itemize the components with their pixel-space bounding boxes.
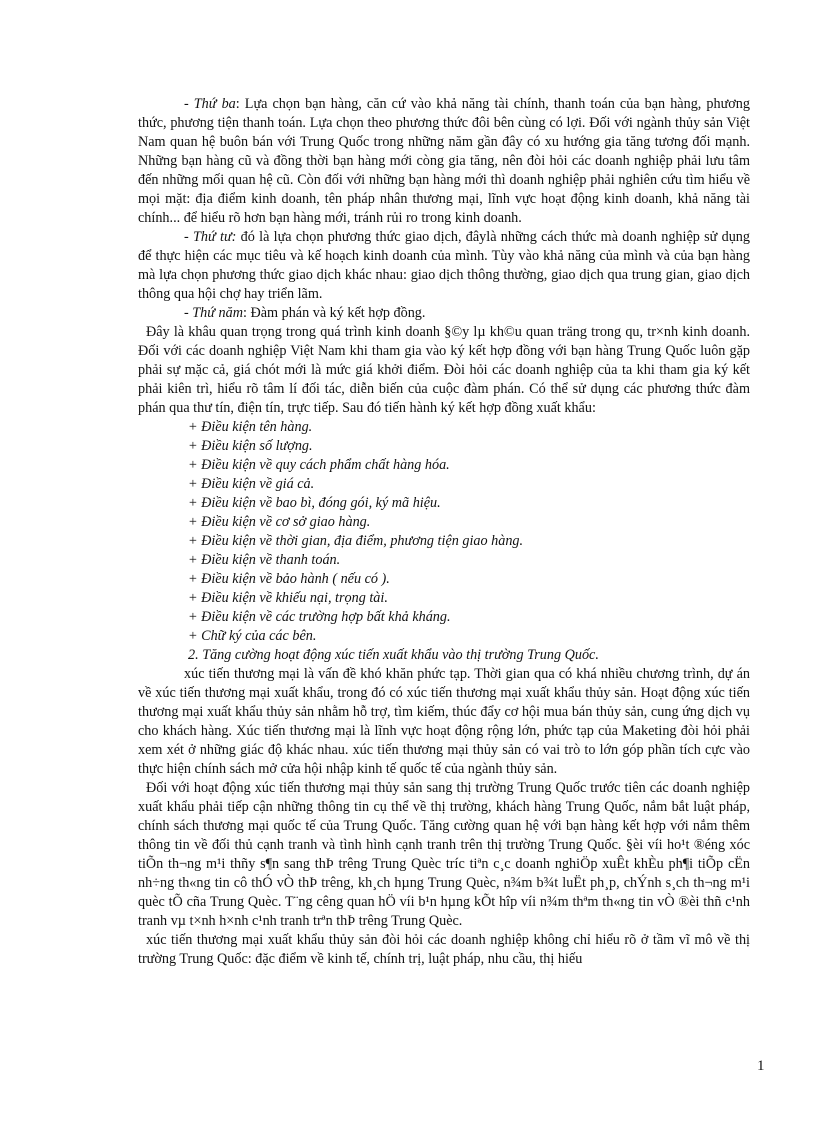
- list-item: + Điều kiện về cơ sở giao hàng.: [188, 514, 371, 530]
- paragraph-promotion: xúc tiến thương mại là vấn đề khó khăn phức tạp. Thời gian qua có khá nhiều chương trình, dự án về xúc tiến thương mại xuất khẩu, trong đó có xúc tiến thương mại xuất khẩu thủy sản. Hoạt động xúc tiến thương mại xuất khẩu thủy sản nhằm hỗ trợ, tìm kiếm, thúc đẩy cơ hội mua bán thủy sản, cung ứng dịch vụ cho khách hàng. Xúc tiến thương mại là lĩnh vực hoạt động rộng lớn, phức tạp của Maketing đòi hỏi phải xem xét ở những giác độ khác nhau. xúc tiến thương mại thủy sản có vai trò to lớn góp phần tích cực vào thực hiện chính sách mở cửa hội nhập kinh tế quốc tế của ngành thủy sản.: [138, 666, 750, 777]
- list-item: + Điều kiện về các trường hợp bất khả kháng.: [188, 609, 451, 625]
- text-thu-ba: : Lựa chọn bạn hàng, căn cứ vào khả năng tài chính, thanh toán của bạn hàng, phương thức, phương tiện thanh toán. Lựa chọn theo phương thức đôi bên cùng có lợi. Đối với ngành thủy sản Việt Nam quan hệ buôn bán với Trung Quốc trong những năm gần đây có xu hướng gia tăng tương đối mạnh. Những bạn hàng cũ và đồng thời bạn hàng mới còng gia tăng, nên đòi hỏi các doanh nghiệp phải lưu tâm đến những mối quan hệ cũ. Còn đối với những bạn hàng mới thì doanh nghiệp phải nghiên cứu tìm hiểu về mọi mặt: địa điểm kinh doanh, tên pháp nhân thương mại, lĩnh vực hoạt động kinh doanh, khả năng tài chính... để hiểu rõ hơn bạn hàng mới, tránh rủi ro trong kinh doanh.: [138, 96, 750, 226]
- text-thu-tu: đó là lựa chọn phương thức giao dịch, đâylà những cách thức mà doanh nghiệp sử dụng để thực hiện các mục tiêu và kế hoạch kinh doanh của mình. Tùy vào khả năng của mình và của bạn hàng mà lựa chọn phương thức giao dịch khác nhau: giao dịch thông thường, giao dịch qua trung gian, giao dịch thông qua hội chợ hay triển lãm.: [138, 229, 750, 302]
- paragraph-negotiation: Đây là khâu quan trọng trong quá trình kinh doanh §©y lµ kh©u quan träng trong qu, tr×nh kinh doanh. Đối với các doanh nghiệp Việt Nam khi tham gia vào ký kết hợp đồng với bạn hàng Trung Quốc luôn gặp phải sự mặc cả, giá chót mới là mức giá khởi điểm. Đòi hỏi các doanh nghiệp của ta khi tham gia ký kết phải kiên trì, hiểu rõ tâm lí đối tác, diễn biến của cuộc đàm phán. Có thể sử dụng các phương thức đàm phán qua thư tín, điện tín, trực tiếp. Sau đó tiến hành ký kết hợp đồng xuất khẩu:: [138, 324, 750, 416]
- section-heading: 2. Tăng cường hoạt động xúc tiến xuất khẩu vào thị trường Trung Quốc.: [188, 647, 599, 663]
- list-item: + Điều kiện về quy cách phẩm chất hàng hóa.: [188, 457, 450, 473]
- list-item: + Điều kiện về thanh toán.: [188, 552, 341, 568]
- list-item: + Điều kiện về bao bì, đóng gói, ký mã hiệu.: [188, 495, 441, 511]
- list-item: + Điều kiện về giá cả.: [188, 476, 315, 492]
- list-item: + Điều kiện tên hàng.: [188, 419, 313, 435]
- list-item: + Điều kiện về khiếu nại, trọng tài.: [188, 590, 388, 606]
- list-item: + Điều kiện số lượng.: [188, 438, 313, 454]
- list-item: + Điều kiện về thời gian, địa điểm, phương tiện giao hàng.: [188, 533, 524, 549]
- label-thu-tu: Thứ tư:: [193, 229, 237, 245]
- paragraph-thu-ba: - Thứ ba: Lựa chọn bạn hàng, căn cứ vào khả năng tài chính, thanh toán của bạn hàng, phương thức, phương tiện thanh toán. Lựa chọn theo phương thức đôi bên cùng có lợi. Đối với ngành thủy sản Việt Nam quan hệ buôn bán với Trung Quốc trong những năm gần đây có xu hướng gia tăng tương đối mạnh. Những bạn hàng cũ và đồng thời bạn hàng mới còng gia tăng, nên đòi hỏi các doanh nghiệp phải lưu tâm đến những mối quan hệ cũ. Còn đối với những bạn hàng mới thì doanh nghiệp phải nghiên cứu tìm hiểu về mọi mặt: địa điểm kinh doanh, tên pháp nhân thương mại, lĩnh vực hoạt động kinh doanh, khả năng tài chính... để hiểu rõ hơn bạn hàng mới, tránh rủi ro trong kinh doanh.: [138, 96, 750, 226]
- document-page: [138, 95, 750, 969]
- paragraph-thu-tu: - Thứ tư: đó là lựa chọn phương thức giao dịch, đâylà những cách thức mà doanh nghiệp sử dụng để thực hiện các mục tiêu và kế hoạch kinh doanh của mình. Tùy vào khả năng của mình và của bạn hàng mà lựa chọn phương thức giao dịch khác nhau: giao dịch thông thường, giao dịch qua trung gian, giao dịch thông qua hội chợ hay triển lãm.: [138, 229, 750, 302]
- page-number: 1: [757, 1058, 765, 1074]
- conditions-list: [138, 418, 750, 646]
- paragraph-macro: xúc tiến thương mại xuất khẩu thủy sản đòi hỏi các doanh nghiệp không chỉ hiểu rõ ở tầm vĩ mô về thị trường Trung Quốc: đặc điểm về kinh tế, chính trị, luật pháp, nhu cầu, thị hiếu: [138, 932, 750, 967]
- list-item: + Điều kiện về bảo hành ( nếu có ).: [188, 571, 390, 587]
- paragraph-thu-nam: - Thứ năm: Đàm phán và ký kết hợp đồng.: [184, 305, 426, 321]
- label-thu-ba: Thứ ba: [193, 96, 236, 112]
- text-thu-nam: : Đàm phán và ký kết hợp đồng.: [242, 305, 426, 321]
- list-item: + Chữ ký của các bên.: [188, 628, 317, 644]
- label-thu-nam: Thứ năm: [192, 305, 243, 321]
- paragraph-china-market: Đối với hoạt động xúc tiến thương mại thủy sản sang thị trường Trung Quốc trước tiên các doanh nghiệp xuất khẩu phải tiếp cận những thông tin cụ thể về thị trường, khách hàng Trung Quốc, nắm bắt luật pháp, chính sách thương mại quốc tế của Trung Quốc. Tăng cường quan hệ với bạn hàng kết hợp với nắm thêm thông tin về đối thủ cạnh tranh và tình hình cạnh tranh trên thị trường Trung Quốc. §èi víi ho¹t ®éng xóc tiÕn th¬ng m¹i thñy s¶n sang thÞ trêng Trung Quèc tríc tiªn c¸c doanh nghiÖp xuÊt khÈu ph¶i tiÕp cËn nh÷ng th«ng tin cô thÓ vÒ thÞ trêng, kh¸ch hµng Trung Quèc, n¾m b¾t luËt ph¸p, chÝnh s¸ch th¬ng m¹i quèc tÕ cña Trung Quèc. T¨ng cêng quan hÖ víi b¹n hµng kÕt hîp víi n¾m thªm th«ng tin vÒ ®èi thñ c¹nh tranh vµ t×nh h×nh c¹nh tranh trªn thÞ trêng Trung Quèc.: [138, 780, 750, 929]
